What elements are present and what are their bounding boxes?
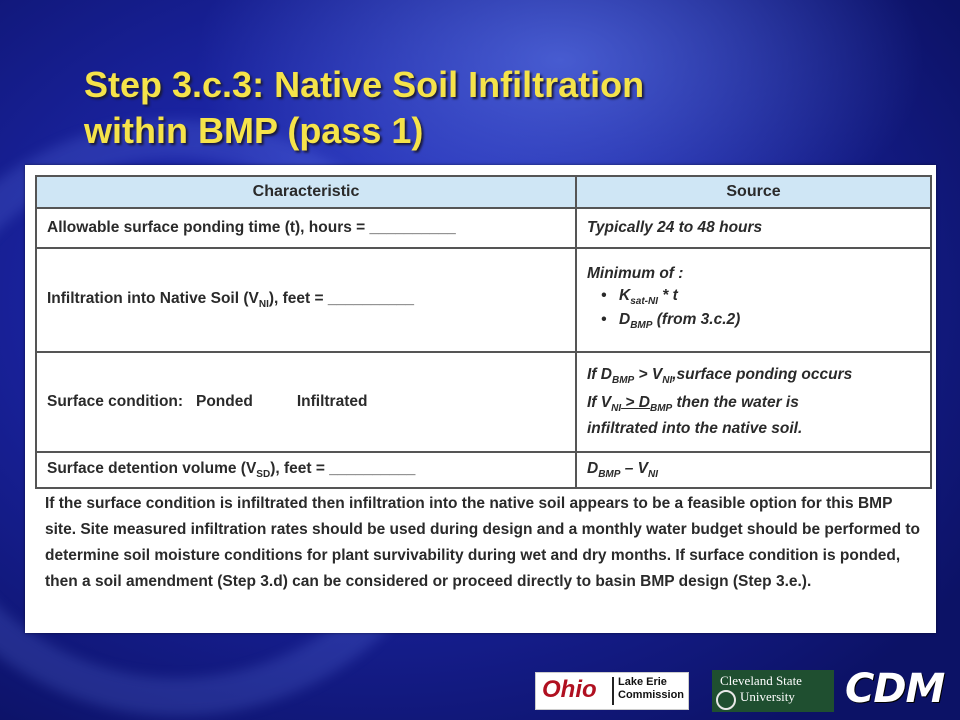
text: ,surface ponding occurs	[672, 365, 853, 383]
seal-icon	[716, 690, 736, 710]
explanation-note: If the surface condition is infiltrated then infiltration into the native soil appears to be a feasible option for this BMP site. Site measured infiltration rates should be used during design and a monthly water budget should be performed to determine soil moisture conditions for plant survivability during wet and dry months. If surface condition is ponded, then a soil amendment (Step 3.d) can be considered or proceed directly to basin BMP design (Step 3.e.).	[45, 495, 921, 590]
text: If D	[587, 365, 612, 383]
cell-detention-source	[576, 452, 931, 488]
ohio-lake-erie-logo	[535, 672, 689, 710]
subscript: NI	[611, 403, 622, 415]
subscript: sat-NI	[630, 296, 658, 307]
text: ), feet = __________	[268, 289, 415, 307]
bullet-icon: •	[601, 286, 607, 304]
csu-university: University	[740, 689, 795, 704]
text: D	[619, 311, 631, 328]
list-item	[601, 311, 920, 331]
text: ), feet = __________	[270, 459, 416, 477]
subscript: BMP	[611, 375, 635, 386]
source-line	[587, 394, 920, 414]
source-heading: Minimum of :	[587, 264, 684, 282]
header-characteristic: Characteristic	[36, 176, 576, 208]
cell-ponding-time: Allowable surface ponding time (t), hours = __________	[36, 208, 576, 248]
bmp-table	[35, 175, 932, 489]
subscript: NI	[258, 299, 269, 311]
lake-erie-commission-text: Lake Erie Commission	[618, 676, 685, 701]
text: (from 3.c.2)	[652, 311, 741, 328]
subscript: SD	[256, 469, 271, 481]
divider	[612, 677, 614, 705]
table-header-row	[36, 176, 931, 208]
cdm-logo: CDM	[845, 666, 945, 712]
subscript: BMP	[630, 320, 653, 332]
source-list	[587, 287, 920, 331]
text: – V	[620, 459, 649, 477]
cell-infiltration	[36, 248, 576, 352]
subscript: BMP	[598, 469, 621, 481]
table-row	[36, 352, 931, 452]
subscript: NI	[662, 375, 673, 386]
cell-infiltration-source	[576, 248, 931, 352]
content-panel	[25, 165, 936, 633]
source-line	[587, 366, 920, 386]
text: then the water is	[672, 394, 799, 411]
text: If V	[587, 394, 612, 411]
table-row	[36, 452, 931, 488]
table-row	[36, 248, 931, 352]
bullet-icon: •	[601, 311, 607, 328]
header-source: Source	[576, 176, 931, 208]
text: K	[619, 286, 631, 304]
text: * t	[658, 286, 678, 304]
text: > D	[621, 394, 650, 411]
cell-ponding-source: Typically 24 to 48 hours	[576, 208, 931, 248]
slide-title: Step 3.c.3: Native Soil Infiltration within BMP (pass 1)	[84, 64, 645, 151]
cell-surface-source	[576, 352, 931, 452]
cell-surface-condition	[36, 352, 576, 452]
subscript: BMP	[649, 403, 673, 415]
text: Surface detention volume (V	[47, 459, 257, 477]
subscript: NI	[648, 469, 659, 481]
cell-detention-volume	[36, 452, 576, 488]
list-item	[601, 287, 920, 307]
cleveland-state-logo	[712, 670, 834, 712]
text: > V	[634, 365, 663, 383]
ohio-wordmark: Ohio	[542, 676, 597, 703]
text: Surface condition:	[47, 393, 184, 410]
option-ponded: Ponded	[196, 393, 253, 410]
text: Infiltration into Native Soil (V	[47, 289, 259, 307]
csu-name: Cleveland State	[720, 673, 802, 688]
table-row	[36, 208, 931, 248]
source-line: infiltrated into the native soil.	[587, 420, 803, 438]
option-infiltrated: Infiltrated	[296, 393, 368, 410]
text: D	[587, 459, 599, 477]
logo-bar	[535, 666, 955, 714]
